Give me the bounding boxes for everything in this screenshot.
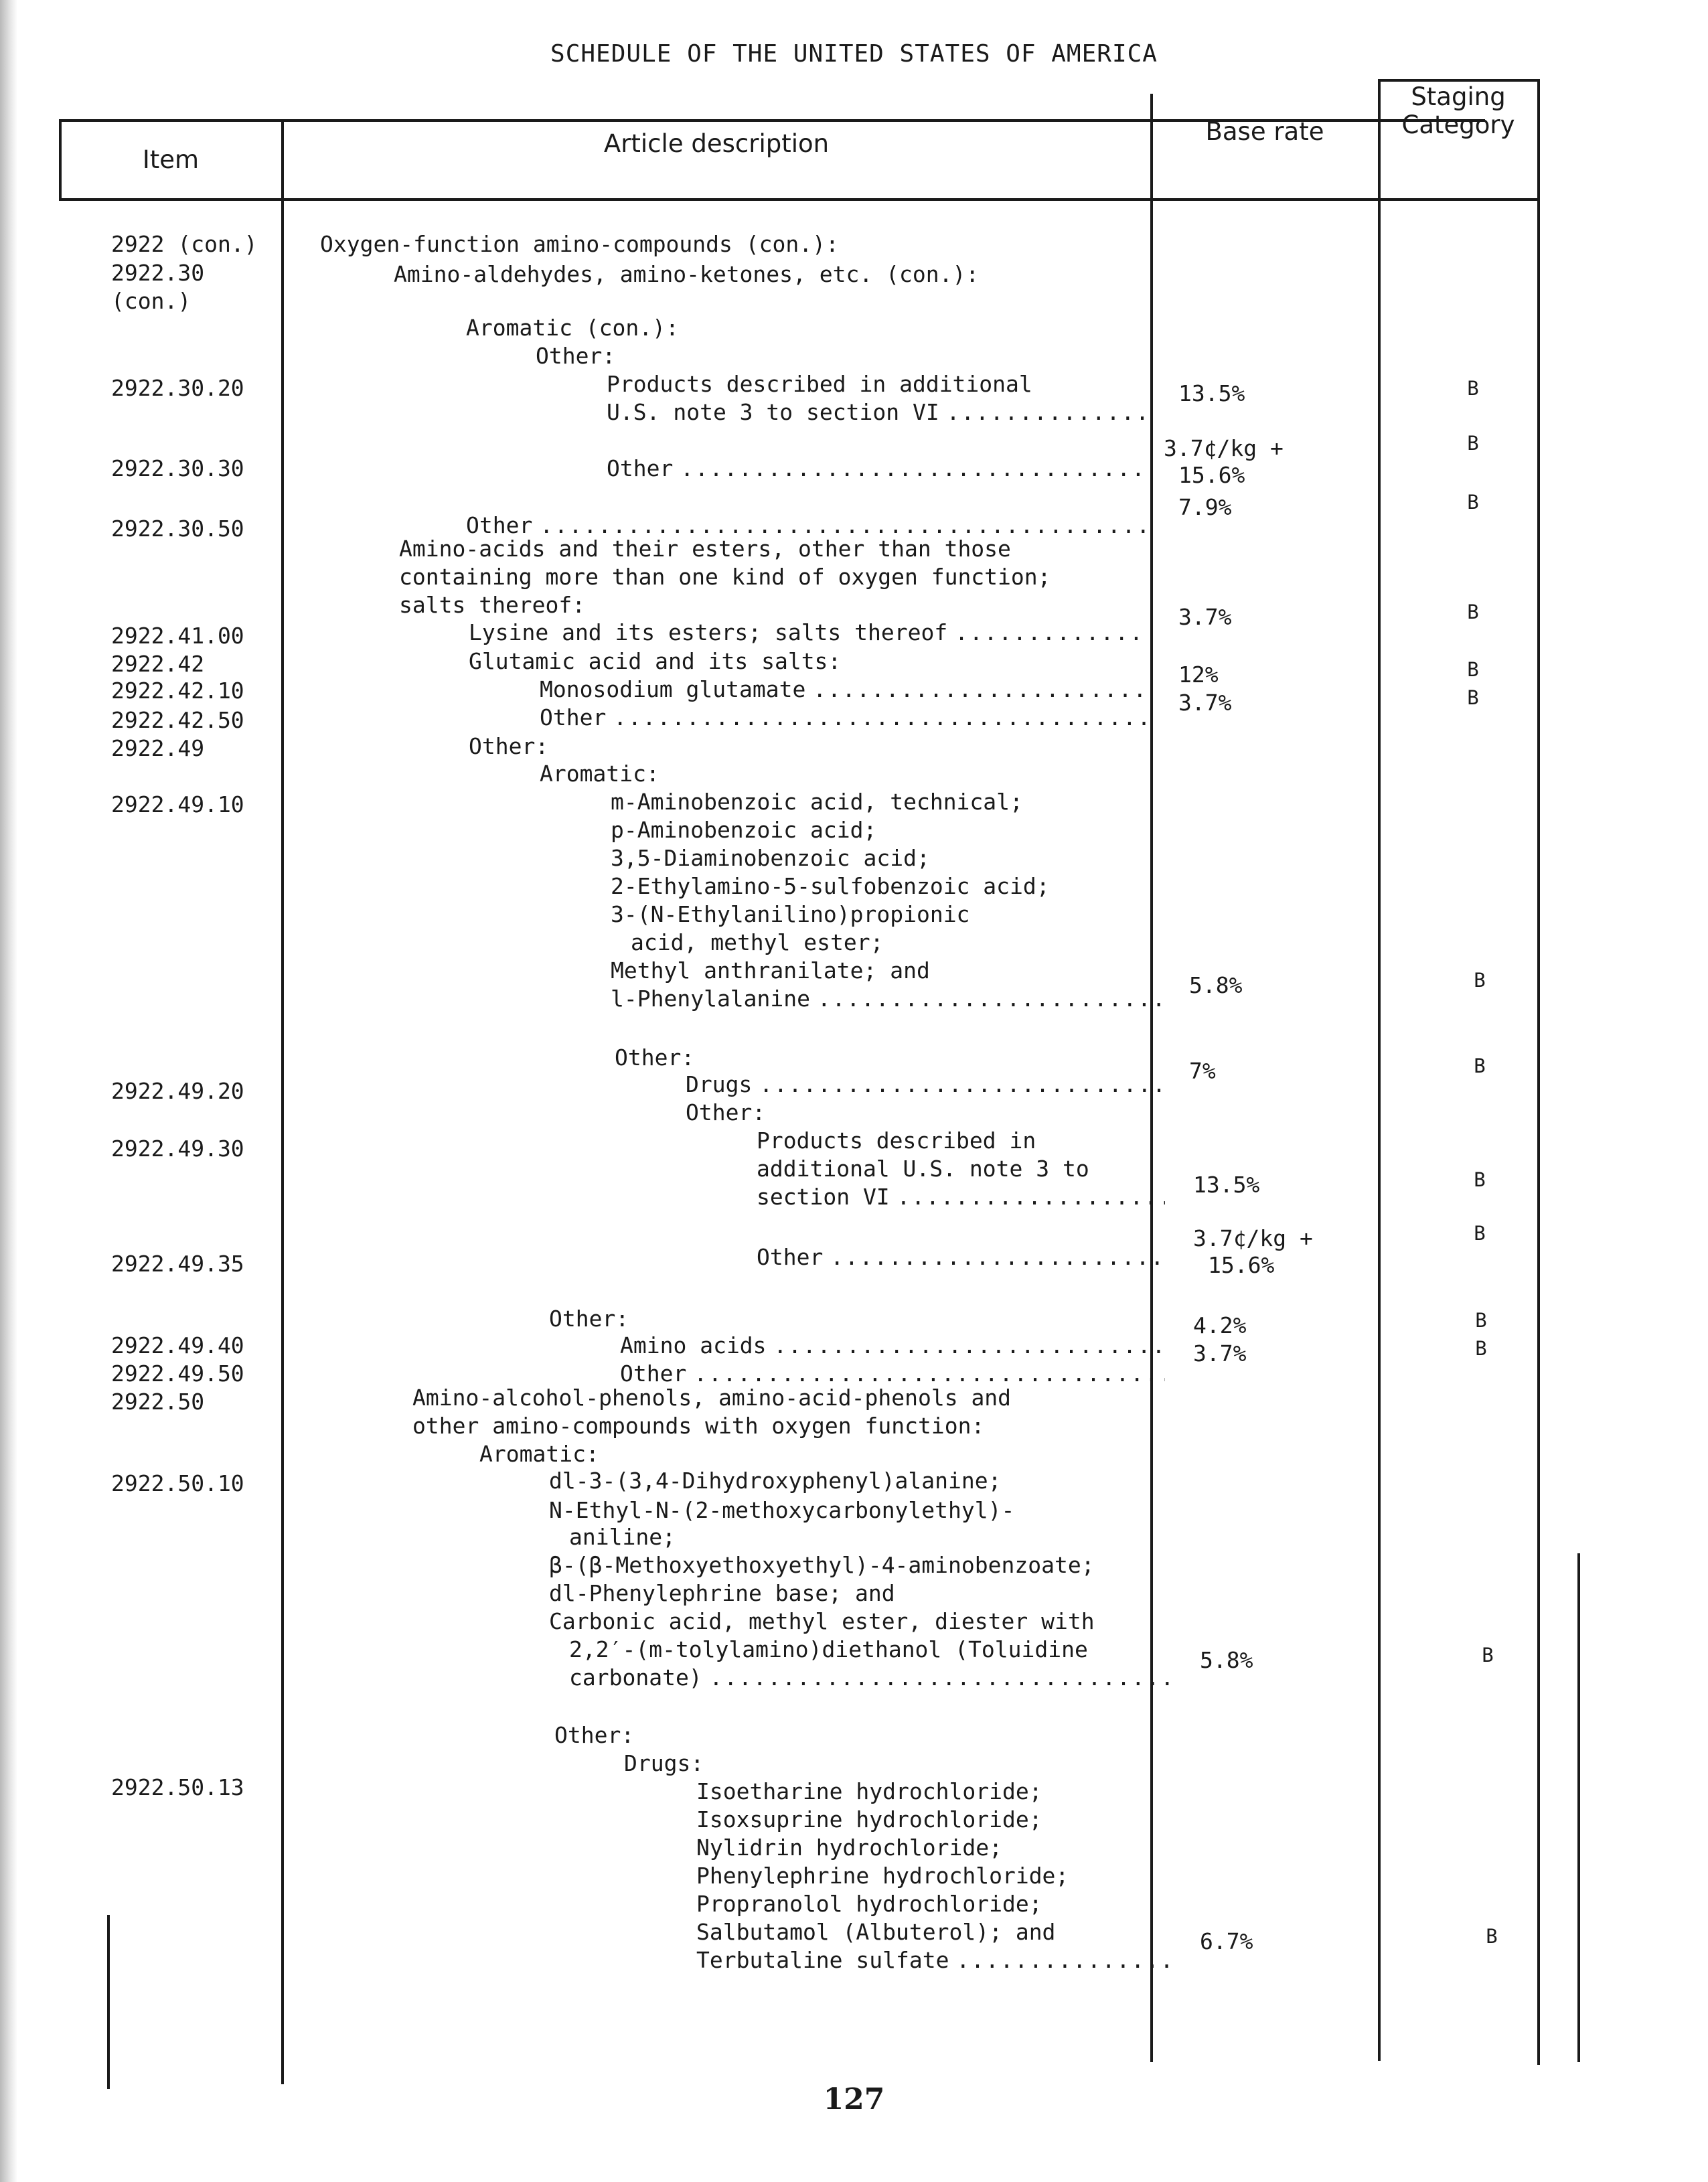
item-number: 2922.41.00 [111,623,244,649]
base-rate: 3.7% [1193,1340,1247,1367]
base-rate: 4.2% [1193,1312,1247,1338]
item-number: 2922.42.10 [111,678,244,704]
staging-category: B [1467,686,1479,709]
article-description: Other . . . [607,455,1149,482]
article-description: m-Aminobenzoic acid, technical; [611,789,1023,815]
article-description: Terbutaline sulfate . . . [696,1947,1173,1974]
article-description: aniline; [569,1524,676,1550]
base-rate: 6.7% [1200,1928,1253,1954]
article-description: Other . . . [757,1244,1165,1271]
item-number: 2922 (con.) [111,231,258,257]
header-category: Category [1401,110,1515,139]
staging-category: B [1475,1337,1487,1360]
item-number: 2922.50.10 [111,1470,244,1496]
article-description: Other: [615,1044,695,1071]
article-description: β-(β-Methoxyethoxyethyl)-4-aminobenzoate; [549,1552,1095,1578]
item-number: (con.) [111,288,191,314]
article-description: additional U.S. note 3 to [757,1156,1089,1182]
base-rate: 3.7% [1178,690,1232,716]
item-number: 2922.49.20 [111,1078,244,1104]
base-rate-continued: 15.6% [1178,462,1245,488]
scan-edge-shadow [0,0,17,2182]
item-number: 2922.49 [111,735,205,761]
staging-category: B [1486,1925,1498,1948]
article-description: Amino acids . . . [620,1332,1165,1359]
article-description: dl-Phenylephrine base; and [549,1580,895,1606]
item-number: 2922.42 [111,651,205,677]
article-description: Drugs: [624,1750,704,1776]
article-description: acid, methyl ester; [631,929,884,955]
base-rate: 3.7¢/kg + [1164,435,1284,461]
article-description: Other: [469,733,549,759]
base-rate: 5.8% [1200,1647,1253,1673]
article-description: Monosodium glutamate . . . [540,676,1149,703]
article-description: 2,2′-(m-tolylamino)diethanol (Toluidine [569,1636,1088,1662]
base-rate: 5.8% [1189,972,1243,998]
base-rate: 3.7¢/kg + [1193,1225,1313,1251]
staging-column-rule [1537,79,1540,2065]
article-description: Aromatic (con.): [466,315,679,341]
article-description: Drugs . . . [686,1071,1161,1098]
article-description: Products described in additional [607,371,1032,397]
staging-category: B [1482,1644,1494,1666]
staging-category: B [1467,658,1479,681]
staging-category: B [1475,1309,1487,1332]
item-number: 2922.49.10 [111,791,244,817]
staging-category: B [1474,1055,1486,1077]
item-number: 2922.49.40 [111,1332,244,1358]
article-description: Other: [686,1099,766,1125]
article-description: Lysine and its esters; salts thereof . . . [469,619,1149,646]
staging-category: B [1467,491,1479,514]
base-rate: 3.7% [1178,604,1232,630]
header-staging: Staging [1411,82,1506,111]
article-description: Other . . . [540,704,1149,731]
table-left-rule-lower [107,1915,110,2089]
article-description: Oxygen-function amino-compounds (con.): [320,231,839,257]
article-description: Phenylephrine hydrochloride; [696,1863,1069,1889]
article-description: p-Aminobenzoic acid; [611,817,877,843]
article-description: Salbutamol (Albuterol); and [696,1919,1056,1945]
base-rate: 12% [1178,661,1219,688]
item-number: 2922.30.20 [111,375,244,401]
article-description: Other: [554,1722,635,1748]
article-description: U.S. note 3 to section VI . . . [607,399,1149,426]
item-number: 2922.30.30 [111,455,244,481]
header-item: Item [142,145,200,174]
article-description: Methyl anthranilate; and [611,957,930,984]
base-rate: 13.5% [1178,380,1245,406]
item-number: 2922.49.50 [111,1360,244,1387]
article-description: salts thereof: [399,592,586,618]
article-description: Other: [549,1306,629,1332]
article-description: Carbonic acid, methyl ester, diester with [549,1608,1095,1634]
article-description: Propranolol hydrochloride; [696,1891,1042,1917]
item-number: 2922.49.30 [111,1136,244,1162]
base-rate: 13.5% [1193,1172,1260,1198]
page-number: 127 [823,2082,885,2116]
table-right-rule-lower [1577,1553,1580,2062]
staging-top-rule [1378,79,1539,82]
article-description: Nylidrin hydrochloride; [696,1835,1002,1861]
staging-category: B [1474,1222,1486,1245]
base-rate-continued: 15.6% [1208,1252,1275,1278]
item-number: 2922.42.50 [111,707,244,733]
item-column-rule [281,119,284,2084]
article-description: Amino-alcohol-phenols, amino-acid-phenols and [412,1385,1012,1411]
item-number: 2922.50.13 [111,1774,244,1800]
article-description: Products described in [757,1127,1036,1154]
article-description: 3-(N-Ethylanilino)propionic [611,901,970,927]
article-description: Amino-acids and their esters, other than those [399,536,1011,562]
article-description: Other . . . [466,512,1149,539]
article-description: Other . . . [620,1360,1165,1387]
item-number: 2922.30.50 [111,516,244,542]
base-rate: 7.9% [1178,494,1232,520]
staging-category: B [1474,1168,1486,1191]
article-description: N-Ethyl-N-(2-methoxycarbonylethyl)- [549,1497,1015,1523]
item-number: 2922.30 [111,260,205,286]
article-description: 2-Ethylamino-5-sulfobenzoic acid; [611,873,1050,899]
header-base-rate: Base rate [1205,117,1324,146]
article-description: l-Phenylalanine . . . [611,986,1161,1012]
article-description: section VI . . . [757,1184,1165,1211]
article-description: Other: [536,343,616,369]
article-description: 3,5-Diaminobenzoic acid; [611,845,930,871]
item-number: 2922.50 [111,1389,205,1415]
staging-category: B [1467,432,1479,455]
article-description: Amino-aldehydes, amino-ketones, etc. (con.): [394,261,980,287]
staging-category: B [1474,969,1486,992]
article-description: Isoxsuprine hydrochloride; [696,1806,1042,1833]
staging-category: B [1467,601,1479,623]
article-description: Aromatic: [479,1441,599,1467]
article-description: carbonate) . . . [569,1664,1170,1691]
article-description: Glutamic acid and its salts: [469,648,842,674]
article-description: dl-3-(3,4-Dihydroxyphenyl)alanine; [549,1468,1002,1494]
base-rate: 7% [1189,1058,1216,1084]
item-number: 2922.49.35 [111,1251,244,1277]
header-article-description: Article description [603,129,830,158]
rate-column-rule [1378,79,1381,2061]
article-description: Isoetharine hydrochloride; [696,1778,1042,1804]
article-description: Aromatic: [540,761,659,787]
staging-category: B [1467,377,1479,400]
article-description: containing more than one kind of oxygen function; [399,564,1051,590]
page-title: SCHEDULE OF THE UNITED STATES OF AMERICA [550,40,1158,68]
article-description: other amino-compounds with oxygen function: [412,1413,985,1439]
